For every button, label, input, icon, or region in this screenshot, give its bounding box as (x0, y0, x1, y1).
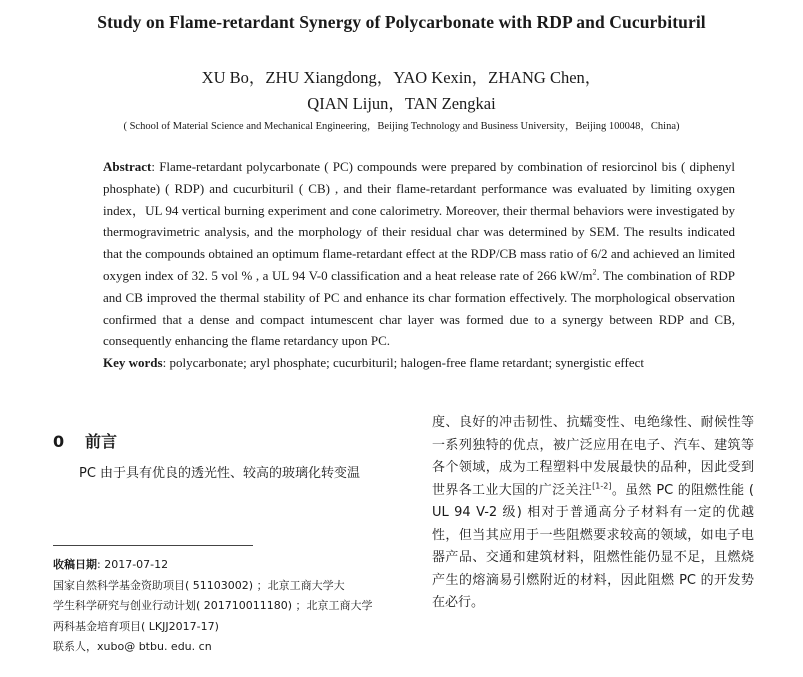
keywords-label: Key words (103, 355, 163, 371)
citation-superscript: [1-2] (592, 481, 612, 491)
author-list-line-1: XU Bo，ZHU Xiangdong，YAO Kexin，ZHANG Chen， (201, 68, 602, 87)
funding-line-1: 国家自然科学基金资助项目( 51103002) ；北京工商大学大 (53, 578, 345, 592)
intro-paragraph-continued (432, 412, 754, 615)
contact-line: 联系人，xubo@ btbu. edu. cn (53, 640, 212, 653)
intro-text: 度、良好的冲击韧性、抗蠕变性、电绝缘性、耐候性等一系列独特的优点，被广泛应用在电子、汽车、建筑等各个领域，成为工程塑料中发展最快的品种，因此受到世界各工业大国的广泛关注 (432, 415, 754, 498)
abstract-text-continued: . The combination of RDP and CB improved the thermal stability of PC and enhance its char formation effectively. The morphological observation confirmed that a dense and compact intumescent char layer was formed due to a synergy between RDP and CB, consequently enhancing the flame retardancy upon PC. (103, 267, 735, 349)
keywords-paragraph (103, 352, 735, 374)
footnote-divider (53, 545, 253, 546)
intro-paragraph-start: PC 由于具有优良的透光性、较高的玻璃化转变温 (79, 466, 361, 481)
intro-text-continued: 。虽然 PC 的阻燃性能 ( UL 94 V-2 级) 相对于普通高分子材料有一定的优越性，但当其应用于一些阻燃要求较高的领域，如电子电器产品、交通和建筑材料，阻燃性能仍显不足，且燃烧产生的熔滴易引燃附近的材料，因此阻燃 PC 的开发势在必行。 (432, 482, 754, 610)
abstract-superscript: 2 (592, 267, 597, 277)
abstract-text: : Flame-retardant polycarbonate ( PC) compounds were prepared by combination of resiorcinol bis ( diphenyl phosphate) ( RDP) and cucurbituril ( CB) , and their flame-retardant performance was evaluated by limiting oxygen index，UL 94 vertical burning experiment and cone calorimetry. Moreover, their thermal behaviors were investigated by thermogravimetric analysis, and the morphology of their residual char was determined by SEM. The results indicated that the compounds obtained an optimum flame-retardant effect at the RDP/CB mass ratio of 6/2 and achieved an limited oxygen index of 32. 5 vol % , a UL 94 V-0 classification and a heat release rate of 266 kW/m (103, 159, 735, 283)
funding-line-2: 学生科学研究与创业行动计划( 201710011180) ；北京工商大学 (53, 599, 373, 612)
abstract-paragraph (103, 156, 735, 352)
received-date-label: 收稿日期 (53, 558, 97, 571)
affiliation: ( School of Material Science and Mechanical Engineering，Beijing Technology and Business University，Beijing 100048，China) (123, 121, 680, 132)
abstract-block (103, 156, 735, 374)
paper-title: Study on Flame-retardant Synergy of Polycarbonate with RDP and Cucurbituril (97, 12, 706, 32)
section-title: 前言 (85, 432, 118, 451)
received-date-value: : 2017-07-12 (97, 558, 169, 571)
section-heading (53, 429, 117, 452)
author-list-line-2: QIAN Lijun，TAN Zengkai (307, 94, 496, 113)
section-number: 0 (53, 432, 65, 451)
funding-line-3: 两科基金培育项目( LKJJ2017-17) (53, 619, 219, 633)
keywords-text: : polycarbonate; aryl phosphate; cucurbituril; halogen-free flame retardant; synergistic effect (162, 355, 644, 371)
footnote-block (53, 555, 403, 658)
received-date-line (53, 555, 403, 576)
abstract-label: Abstract (103, 159, 152, 174)
